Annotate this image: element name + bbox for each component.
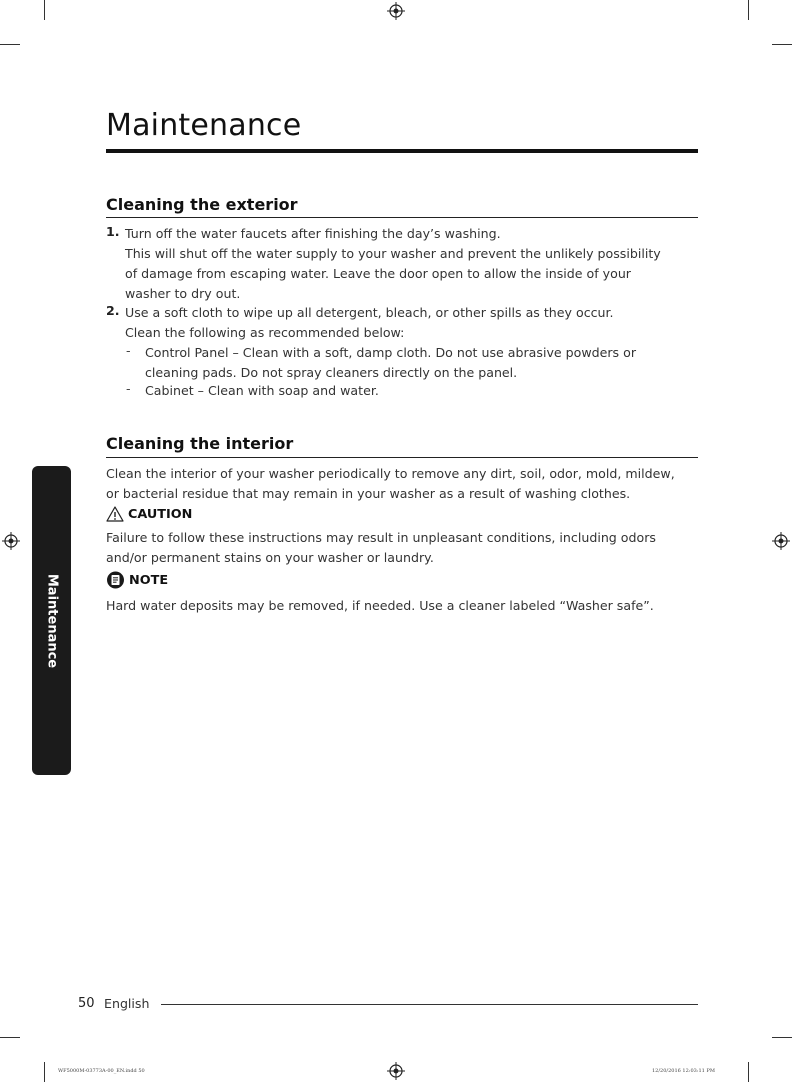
step-number: 1. [106, 224, 120, 239]
side-section-tab [32, 466, 71, 775]
title-rule [106, 149, 698, 153]
footer-language: English [104, 996, 150, 1011]
bullet-dash: - [126, 343, 131, 358]
crop-mark-bottom-left [44, 1062, 45, 1082]
note-label: NOTE [129, 572, 169, 588]
note-document-icon [106, 571, 125, 589]
step-2-detail-line: Clean the following as recommended below: [125, 325, 405, 340]
step-number: 2. [106, 303, 120, 318]
step-1-instruction: Turn off the water faucets after finishing the day’s washing. [125, 226, 501, 241]
warning-triangle-icon [106, 506, 124, 522]
caution-text-line: Failure to follow these instructions may result in unpleasant conditions, including odors [106, 530, 656, 545]
bullet-text-line: cleaning pads. Do not spray cleaners directly on the panel. [145, 365, 518, 380]
registration-mark-icon [387, 2, 405, 20]
registration-mark-icon [387, 1062, 405, 1080]
crop-mark-bottom-left-h [0, 1037, 20, 1038]
bullet-dash: - [126, 381, 131, 396]
crop-mark-bottom-right-h [772, 1037, 792, 1038]
caution-text-line: and/or permanent stains on your washer or laundry. [106, 550, 434, 565]
bullet-text-line: Control Panel – Clean with a soft, damp cloth. Do not use abrasive powders or [145, 345, 637, 360]
crop-mark-top-right-h [772, 44, 792, 45]
crop-mark-top-left-h [0, 44, 20, 45]
step-1-detail-line: washer to dry out. [125, 286, 241, 301]
page-number: 50 [78, 996, 95, 1011]
footer-rule [161, 1004, 698, 1005]
crop-mark-top-left [44, 0, 45, 20]
step-2-instruction: Use a soft cloth to wipe up all detergent, bleach, or other spills as they occur. [125, 305, 614, 320]
interior-heading-rule [106, 457, 698, 458]
step-1-detail-line: of damage from escaping water. Leave the door open to allow the inside of your [125, 266, 631, 281]
registration-mark-icon [772, 532, 790, 550]
note-text: Hard water deposits may be removed, if needed. Use a cleaner labeled “Washer safe”. [106, 598, 654, 613]
caution-text [106, 528, 706, 568]
interior-heading: Cleaning the interior [106, 434, 294, 453]
print-slug-right: 12/20/2016 12:03:11 PM [652, 1068, 715, 1074]
exterior-heading-rule [106, 217, 698, 218]
paragraph-line: Clean the interior of your washer periodically to remove any dirt, soil, odor, mold, mildew, [106, 466, 675, 481]
step-1-detail-line: This will shut off the water supply to your washer and prevent the unlikely possibility [125, 246, 661, 261]
side-tab-label: Maintenance [44, 573, 59, 668]
caution-label: CAUTION [128, 506, 193, 522]
crop-mark-bottom-right [748, 1062, 749, 1082]
interior-paragraph [106, 464, 706, 504]
print-slug-left: WF5000M-03773A-00_EN.indd 50 [58, 1068, 145, 1074]
exterior-heading: Cleaning the exterior [106, 195, 298, 214]
registration-mark-icon [2, 532, 20, 550]
page-title: Maintenance [106, 108, 302, 143]
note-label-row [106, 571, 168, 589]
paragraph-line: or bacterial residue that may remain in your washer as a result of washing clothes. [106, 486, 631, 501]
caution-label-row [106, 506, 192, 522]
bullet-text-line: Cabinet – Clean with soap and water. [145, 383, 379, 398]
crop-mark-top-right [748, 0, 749, 20]
